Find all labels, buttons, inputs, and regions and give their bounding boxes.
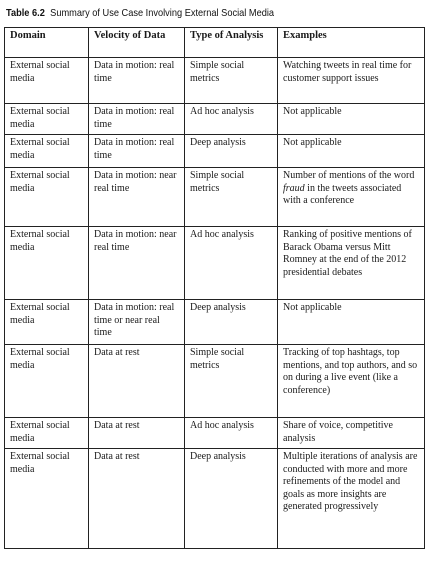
cell-domain: External social media [5,58,89,104]
cell-velocity: Data in motion: real time [89,104,185,135]
cell-velocity: Data in motion: real time or near real time [89,300,185,345]
table-row [5,168,425,227]
cell-velocity: Data at rest [89,418,185,449]
cell-analysis: Simple social metrics [185,58,278,104]
table-row [5,227,425,300]
table-caption [6,7,274,19]
cell-analysis: Simple social metrics [185,168,278,227]
cell-velocity: Data in motion: near real time [89,227,185,300]
table-row [5,449,425,549]
table-row [5,135,425,168]
cell-example: Multiple iterations of analysis are conducted with more and more refinements of the model and goals as more insights are generated progressively [278,449,425,549]
cell-analysis: Deep analysis [185,135,278,168]
table-row [5,58,425,104]
cell-velocity: Data at rest [89,449,185,549]
cell-example: Not applicable [278,135,425,168]
header-analysis-type: Type of Analysis [185,28,278,58]
header-examples: Examples [278,28,425,58]
cell-example: Tracking of top hashtags, top mentions, and top authors, and so on during a live event (like a conference) [278,345,425,418]
cell-analysis: Ad hoc analysis [185,227,278,300]
cell-analysis: Deep analysis [185,449,278,549]
cell-velocity: Data in motion: real time [89,58,185,104]
cell-velocity: Data in motion: real time [89,135,185,168]
table-row [5,300,425,345]
cell-domain: External social media [5,227,89,300]
cell-analysis: Simple social metrics [185,345,278,418]
cell-domain: External social media [5,168,89,227]
cell-domain: External social media [5,418,89,449]
header-velocity: Velocity of Data [89,28,185,58]
cell-example [278,168,425,227]
table-header-row [5,28,425,58]
cell-velocity: Data in motion: near real time [89,168,185,227]
cell-example: Ranking of positive mentions of Barack Obama versus Mitt Romney at the end of the 2012 presidential debates [278,227,425,300]
example-text-end: in the tweets associated with a conference [283,182,402,207]
header-domain: Domain [5,28,89,58]
cell-domain: External social media [5,104,89,135]
table-row [5,104,425,135]
cell-example: Not applicable [278,104,425,135]
table-row [5,418,425,449]
example-text-start: Number of mentions of the word [283,170,415,181]
cell-example: Share of voice, competitive analysis [278,418,425,449]
cell-domain: External social media [5,300,89,345]
table-row [5,345,425,418]
cell-analysis: Ad hoc analysis [185,418,278,449]
use-case-table [4,27,425,549]
cell-example: Watching tweets in real time for customer support issues [278,58,425,104]
cell-analysis: Deep analysis [185,300,278,345]
cell-domain: External social media [5,135,89,168]
example-emphasis: fraud [283,182,305,194]
table-title: Summary of Use Case Involving External Social Media [50,7,275,19]
cell-velocity: Data at rest [89,345,185,418]
cell-analysis: Ad hoc analysis [185,104,278,135]
cell-example: Not applicable [278,300,425,345]
table-number: Table 6.2 [6,7,45,19]
cell-domain: External social media [5,345,89,418]
cell-domain: External social media [5,449,89,549]
